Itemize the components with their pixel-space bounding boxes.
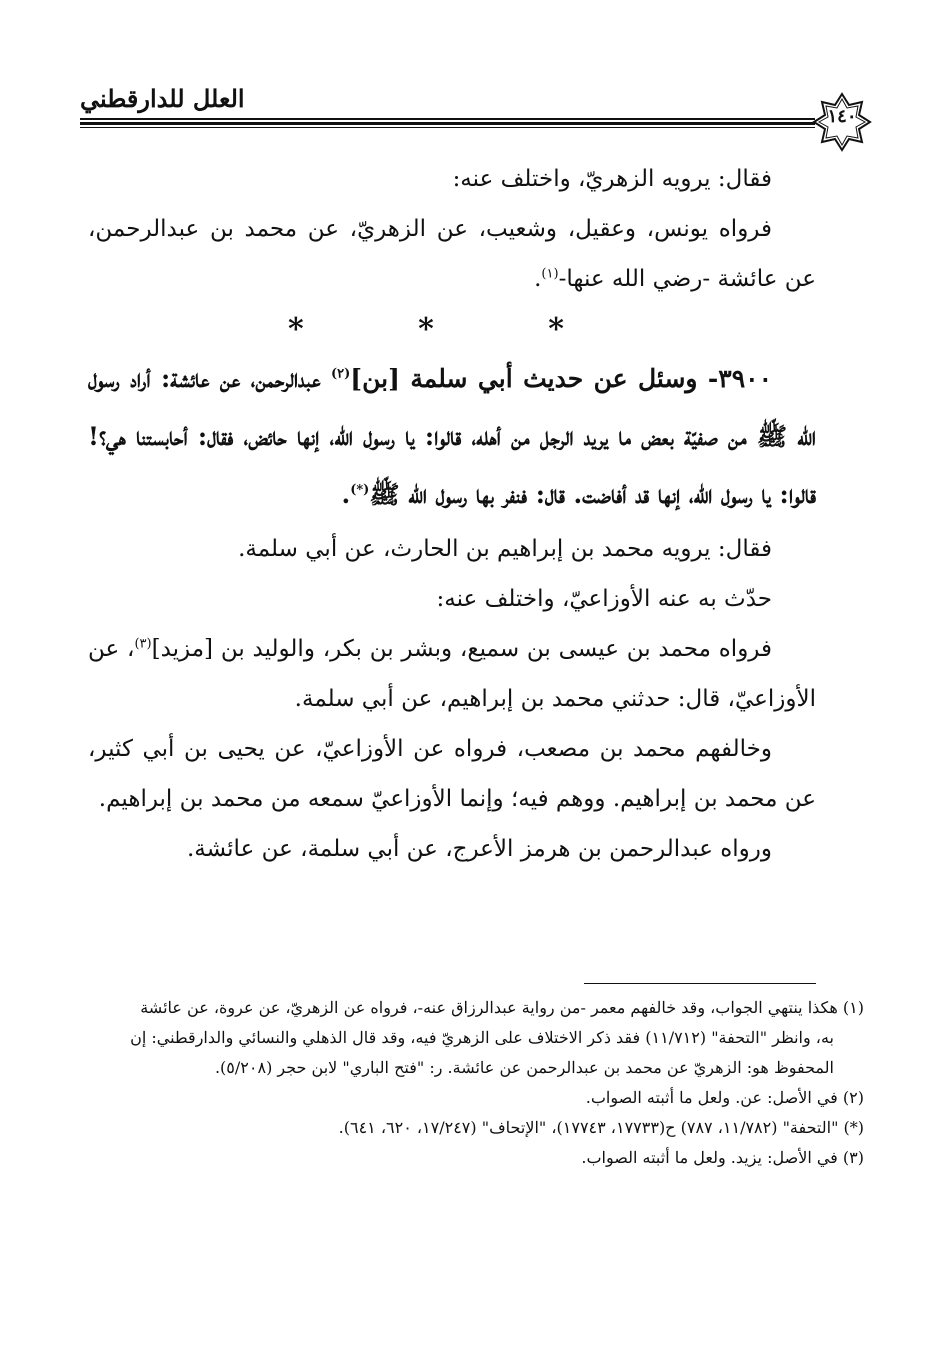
page-number: ١٤٠ bbox=[827, 106, 857, 127]
question-heading bbox=[88, 350, 816, 524]
paragraph-end: . bbox=[534, 266, 542, 292]
paragraph: ورواه عبدالرحمن بن هرمز الأعرج، عن أبي سلمة، عن عائشة. bbox=[187, 836, 772, 862]
footnote-separator bbox=[584, 983, 816, 984]
question-text: عبدالرحمن، عن عائشة: أراد رسول الله ﷺ من صفيّة بعض ما يريد الرجل من أهله، قالوا: يا رسول الله، إنها حائض، فقال: أحابستنا هي؟! قالوا: يا رسول الله، إنها قد أفاضت. قال: فنفر بها رسول الله ﷺ bbox=[88, 364, 816, 509]
footnote-line: (٣) في الأصل: يزيد. ولعل ما أثبته الصواب. bbox=[581, 1148, 864, 1167]
paragraph-text: فرواه محمد بن عيسى بن سميع، وبشر بن بكر، والوليد بن [مزيد] bbox=[151, 636, 772, 662]
paragraph: حدّث به عنه الأوزاعيّ، واختلف عنه: bbox=[436, 586, 772, 612]
footnote-line: (٢) في الأصل: عن. ولعل ما أثبته الصواب. bbox=[585, 1088, 864, 1107]
paragraph: فقال: يرويه محمد بن إبراهيم بن الحارث، عن أبي سلمة. bbox=[238, 536, 772, 562]
footnote-line: المحفوظ هو: الزهريّ عن محمد بن عبدالرحمن عن عائشة. ر: "فتح الباري" لابن حجر (٥/٢٠٨). bbox=[214, 1058, 834, 1077]
header-rule bbox=[80, 127, 815, 128]
footnote-ref: (٢) bbox=[331, 366, 351, 382]
footnote-line: به، وانظر "التحفة" (١١/٧١٢) فقد ذكر الاختلاف على الزهريّ فيه، وقد قال الذهلي والنسائي والدارقطني: إن bbox=[130, 1028, 834, 1047]
header-rule bbox=[80, 122, 815, 125]
main-text bbox=[88, 154, 816, 874]
header-rule bbox=[80, 118, 815, 120]
footnote-ref: (٣) bbox=[134, 636, 152, 652]
paragraph-text: ، عن الأوزاعيّ، قال: حدثني محمد بن إبراهيم، عن أبي سلمة. bbox=[88, 636, 816, 712]
running-header-title: العلل للدارقطني bbox=[80, 84, 245, 113]
question-end: . bbox=[341, 480, 351, 509]
paragraph: وخالفهم محمد بن مصعب، فرواه عن الأوزاعيّ، عن يحيى بن أبي كثير، عن محمد بن إبراهيم. ووهم فيه؛ وإنما الأوزاعيّ سمعه من محمد بن إبراهيم. bbox=[88, 736, 816, 812]
section-separator: * * * bbox=[288, 312, 616, 347]
footnote-ref: (١) bbox=[541, 266, 559, 282]
paragraph bbox=[88, 624, 816, 724]
footnote-line: (١) هكذا ينتهي الجواب، وقد خالفهم معمر -من رواية عبدالرزاق عنه-، فرواه عن الزهريّ، عن عروة، عن عائشة bbox=[140, 998, 864, 1017]
footnotes bbox=[88, 993, 864, 1173]
question-text: ٣٩٠٠- وسئل عن حديث أبي سلمة [بن] bbox=[350, 364, 773, 393]
paragraph-text: فرواه يونس، وعقيل، وشعيب، عن الزهريّ، عن محمد بن عبدالرحمن، عن عائشة -رضي الله عنها- bbox=[88, 216, 816, 292]
text-line: فقال: يرويه الزهريّ، واختلف عنه: bbox=[452, 166, 772, 192]
footnote-line: (*) "التحفة" (١١/٧٨٢، ٧٨٧) ح(١٧٧٣٣، ١٧٧٤٣)، "الإتحاف" (١٧/٢٤٧، ٦٢٠، ٦٤١). bbox=[338, 1118, 864, 1137]
paragraph bbox=[88, 204, 816, 304]
footnote-ref: (*) bbox=[350, 482, 370, 498]
